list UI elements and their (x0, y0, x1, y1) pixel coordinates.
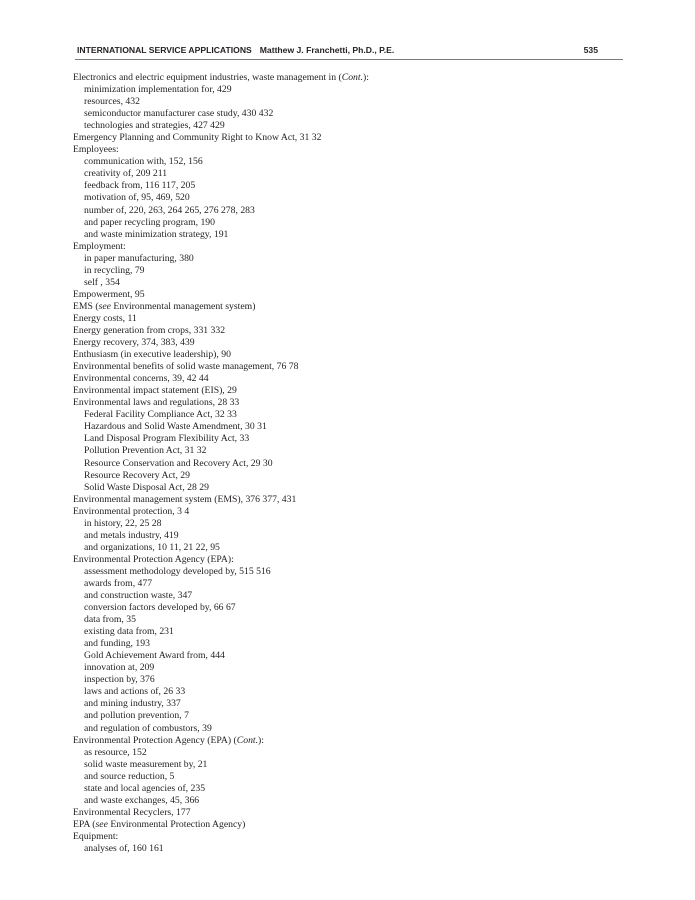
index-text: Energy recovery, 374, 383, 439 (73, 337, 195, 349)
index-text: Electronics and electric equipment industries, waste management in ( (73, 72, 342, 83)
index-subentry (73, 518, 633, 530)
index-text: in history, 22, 25 28 (84, 517, 162, 529)
index-text: Empowerment, 95 (73, 288, 145, 300)
index-text: Environmental Protection Agency (EPA) ( (73, 734, 237, 746)
index-text: Environmental benefits of solid waste management, 76 78 (73, 361, 299, 373)
index-text: and source reduction, 5 (84, 770, 175, 782)
index-heading (73, 132, 633, 144)
index-heading (73, 506, 633, 518)
index-subentry (73, 253, 633, 265)
index-text: Cont. (341, 72, 363, 83)
index-subentry (73, 759, 633, 771)
index-text: creativity of, 209 211 (84, 168, 168, 180)
index-text: Environmental Protection Agency) (107, 818, 246, 830)
index-subentry (73, 674, 633, 686)
index-heading (73, 819, 633, 831)
index-text: Federal Facility Compliance Act, 32 33 (84, 409, 237, 421)
index-text: conversion factors developed by, 66 67 (84, 602, 236, 614)
index-heading (73, 349, 633, 361)
index-subentry (73, 686, 633, 698)
index-subentry (73, 265, 633, 277)
index-text: awards from, 477 (84, 577, 153, 589)
index-text: motivation of, 95, 469, 520 (84, 192, 190, 204)
index-text: Environmental management system (EMS), 376 377, 431 (73, 493, 297, 505)
index-text: state and local agencies of, 235 (84, 782, 206, 794)
index-subentry (73, 650, 633, 662)
index-subentry (73, 783, 633, 795)
index-text: Solid Waste Disposal Act, 28 29 (84, 481, 209, 493)
index-text: Environmental Protection Agency (EPA): (73, 553, 234, 565)
index-subentry (73, 638, 633, 650)
index-text: communication with, 152, 156 (84, 156, 203, 168)
book-title: INTERNATIONAL SERVICE APPLICATIONS (77, 45, 252, 55)
index-text: EPA ( (73, 818, 96, 830)
index-subentry (73, 421, 633, 433)
index-subentry (73, 277, 633, 289)
index-subentry (73, 614, 633, 626)
index-text: Energy generation from crops, 331 332 (73, 324, 226, 336)
index-text: assessment methodology developed by, 515 516 (84, 565, 271, 577)
index-subentry (73, 698, 633, 710)
index-text: data from, 35 (84, 614, 136, 626)
index-subentry (73, 530, 633, 542)
index-subentry (73, 120, 633, 132)
index-subentry (73, 205, 633, 217)
index-heading (73, 831, 633, 843)
index-text: self , 354 (84, 276, 120, 288)
index-text: technologies and strategies, 427 429 (84, 120, 225, 132)
index-text: and waste exchanges, 45, 366 (84, 794, 200, 806)
index-heading (73, 325, 633, 337)
running-head-title (77, 45, 394, 55)
index-text: in recycling, 79 (84, 264, 145, 276)
index-text: inspection by, 376 (84, 674, 155, 686)
index-text: EMS ( (73, 300, 99, 312)
author-name: Matthew J. Franchetti, Ph.D., P.E. (259, 45, 395, 55)
index-subentry (73, 229, 633, 241)
index-text: and pollution prevention, 7 (84, 710, 189, 722)
index-subentry (73, 710, 633, 722)
index-text: and regulation of combustors, 39 (84, 722, 212, 734)
index-text: resources, 432 (84, 96, 140, 108)
index-text: and mining industry, 337 (84, 698, 181, 710)
index-subentry (73, 445, 633, 457)
index-text: existing data from, 231 (84, 626, 174, 638)
header-rule (75, 59, 623, 60)
index-subentry (73, 192, 633, 204)
index-text: ): (363, 72, 369, 83)
index-text: Pollution Prevention Act, 31 32 (84, 445, 207, 457)
index-subentry (73, 168, 633, 180)
index-subentry (73, 578, 633, 590)
index-heading (73, 361, 633, 373)
index-text: see (95, 818, 108, 830)
index-text: and organizations, 10 11, 21 22, 95 (84, 541, 220, 553)
index-text: Equipment: (73, 830, 119, 842)
index-text: number of, 220, 263, 264 265, 276 278, 283 (84, 204, 255, 216)
index-text: and funding, 193 (84, 638, 150, 650)
index-text: minimization implementation for, 429 (84, 84, 232, 96)
index-text: as resource, 152 (84, 746, 147, 758)
index-heading (73, 385, 633, 397)
index-subentry (73, 723, 633, 735)
index-text: ): (258, 734, 264, 746)
index-subentry (73, 771, 633, 783)
index-subentry (73, 156, 633, 168)
index-text: Environmental impact statement (EIS), 29 (73, 385, 237, 397)
index-subentry (73, 482, 633, 494)
index-heading (73, 554, 633, 566)
index-text: semiconductor manufacturer case study, 430 432 (84, 108, 274, 120)
index-heading (73, 72, 633, 84)
index-subentry (73, 542, 633, 554)
index-text: Environmental protection, 3 4 (73, 505, 190, 517)
index-text: Environmental laws and regulations, 28 33 (73, 397, 240, 409)
index-text: Gold Achievement Award from, 444 (84, 650, 225, 662)
index-text: analyses of, 160 161 (84, 843, 164, 854)
index-text: see (98, 300, 111, 312)
index-text: solid waste measurement by, 21 (84, 758, 208, 770)
index-subentry (73, 84, 633, 96)
index-subentry (73, 409, 633, 421)
index-text: in paper manufacturing, 380 (84, 252, 194, 264)
index-text: Resource Recovery Act, 29 (84, 469, 190, 481)
index-subentry (73, 180, 633, 192)
index-text: and waste minimization strategy, 191 (84, 228, 229, 240)
index-heading (73, 494, 633, 506)
index-subentry (73, 843, 633, 855)
index-text: Cont. (236, 734, 259, 746)
index-text: Hazardous and Solid Waste Amendment, 30 31 (84, 421, 267, 433)
index-heading (73, 241, 633, 253)
index-heading (73, 807, 633, 819)
index-text: Enthusiasm (in executive leadership), 90 (73, 349, 231, 361)
index-heading (73, 144, 633, 156)
index-subentry (73, 108, 633, 120)
index-heading (73, 735, 633, 747)
index-subentry (73, 96, 633, 108)
index-text: and construction waste, 347 (84, 590, 193, 602)
index-text: Resource Conservation and Recovery Act, 29 30 (84, 457, 273, 469)
index-subentry (73, 590, 633, 602)
index-subentry (73, 662, 633, 674)
running-head (75, 44, 598, 58)
index-subentry (73, 470, 633, 482)
index-text: Environmental management system) (110, 300, 256, 312)
index-text: Environmental concerns, 39, 42 44 (73, 373, 209, 385)
index-heading (73, 337, 633, 349)
index-text: and metals industry, 419 (84, 529, 179, 541)
index-heading (73, 289, 633, 301)
index-text: Environmental Recyclers, 177 (73, 806, 191, 818)
index-subentry (73, 626, 633, 638)
index-subentry (73, 217, 633, 229)
index-heading (73, 397, 633, 409)
index-subentry (73, 602, 633, 614)
index-text: Employees: (73, 144, 119, 156)
index-text: feedback from, 116 117, 205 (84, 180, 196, 192)
index-subentry (73, 747, 633, 759)
index-text: and paper recycling program, 190 (84, 216, 215, 228)
index-text: innovation at, 209 (84, 662, 155, 674)
index-text: Emergency Planning and Community Right to Know Act, 31 32 (73, 132, 322, 144)
index-subentry (73, 458, 633, 470)
index-text: Land Disposal Program Flexibility Act, 33 (84, 433, 250, 445)
index-text: laws and actions of, 26 33 (84, 686, 186, 698)
index-heading (73, 373, 633, 385)
index-list (73, 72, 633, 855)
index-text: Employment: (73, 240, 126, 252)
page-number: 535 (583, 45, 598, 55)
index-subentry (73, 795, 633, 807)
index-text: Energy costs, 11 (73, 312, 137, 324)
index-subentry (73, 433, 633, 445)
index-heading (73, 313, 633, 325)
index-subentry (73, 566, 633, 578)
index-heading (73, 301, 633, 313)
